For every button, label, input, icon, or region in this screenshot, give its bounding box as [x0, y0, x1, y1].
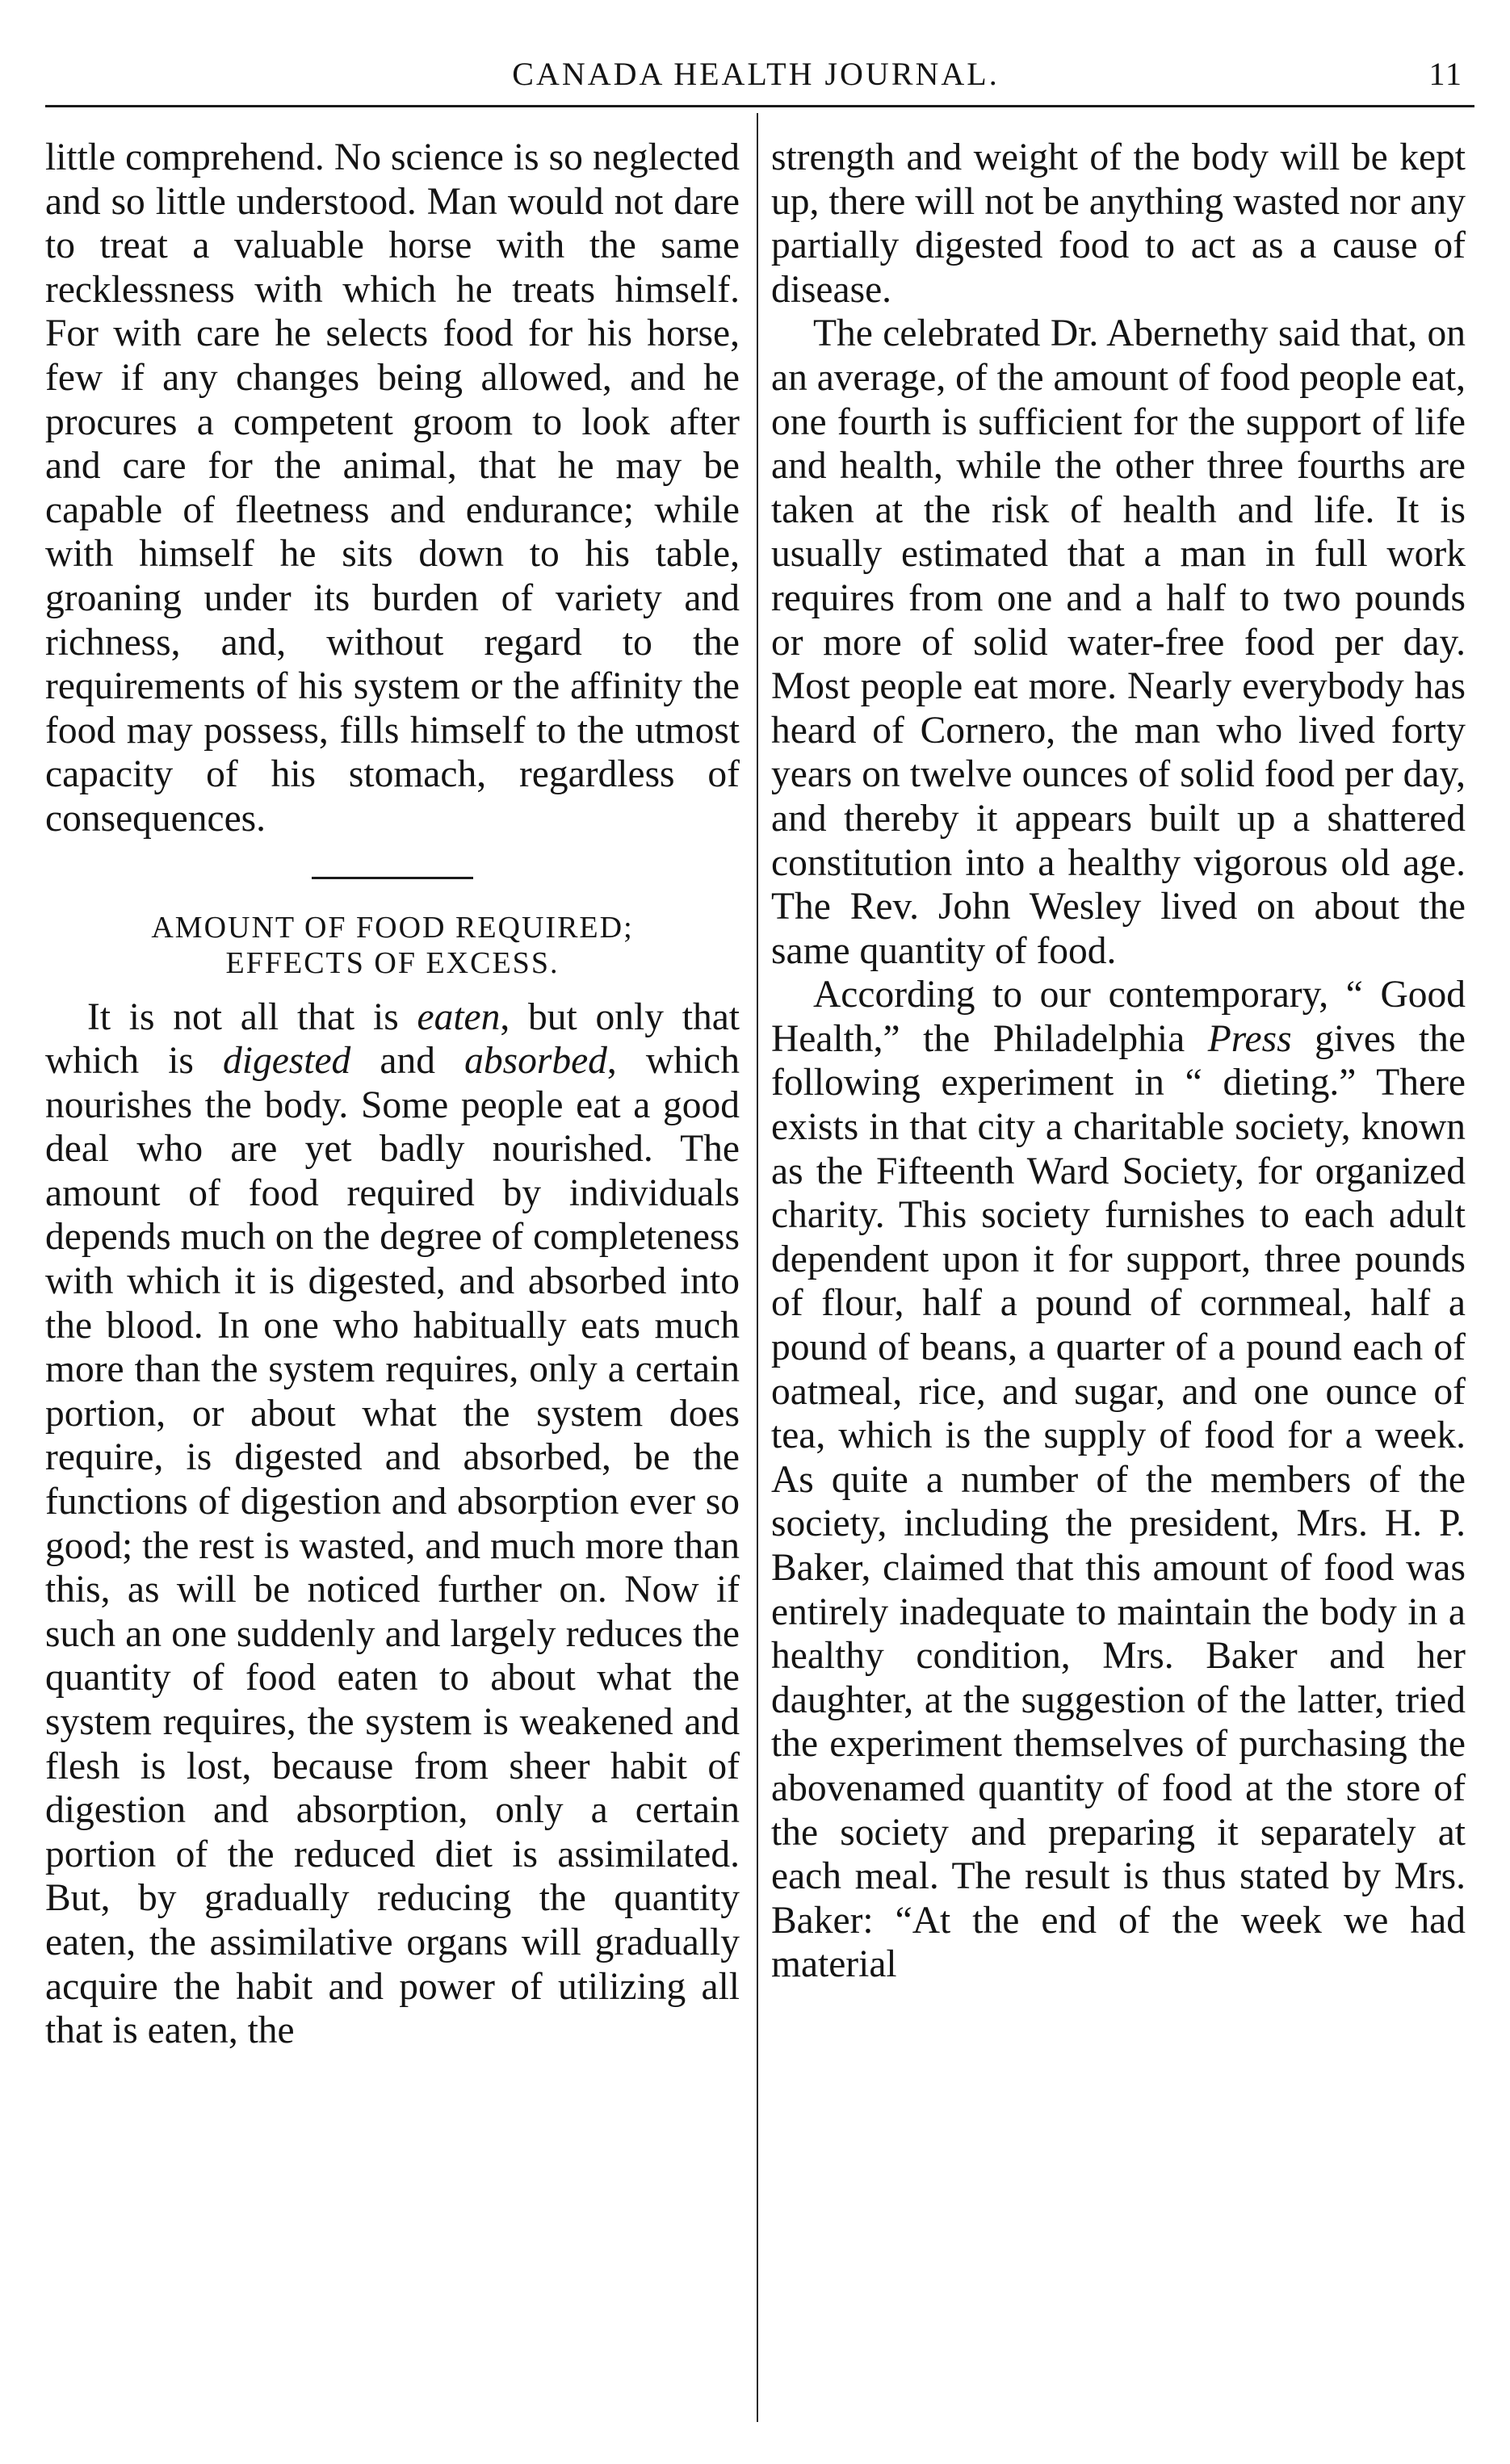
page-number: 11 — [1428, 56, 1463, 92]
section-heading-line-1: AMOUNT OF FOOD REQUIRED; — [151, 910, 634, 945]
right-paragraph-2: The celebrated Dr. Abernethy said that, on an average, of the amount of food people eat, one fourth is sufficient for the support of life and health, while the other three fourths are taken at the risk of health and life. It is usually estimated that a man in full work requires from one and a half to two pounds or more of solid water-free food per day. Most people eat more. Nearly everybody has heard of Cornero, the man who lived forty years on twelve ounces of solid food per day, and thereby it appears built up a shattered constitution into a healthy vigorous old age. The Rev. John Wesley lived on about the same quantity of food. — [771, 312, 1466, 972]
right-paragraph-1: strength and weight of the body will be kept up, there will not be anything wasted nor any partially digested food to act as a cause of disease. — [771, 136, 1466, 311]
text-run: , but only that which is — [45, 995, 740, 1083]
emphasis-digested: digested — [223, 1040, 351, 1083]
header-rule — [45, 105, 1474, 107]
left-column — [45, 136, 740, 2053]
emphasis-press: Press — [1207, 1017, 1292, 1060]
text-run: , which nourishes the body. Some people eat a good deal who are yet badly nourished. The amount of food required by individuals depends much on the degree of completeness with which it is digested, and absorbed into the blood. In one who habitually eats much more than the system requires, only a certain portion, or about what the system does require, is digested and absorbed, be the functions of digestion and absorption ever so good; the rest is wasted, and much more than this, as will be noticed further on. Now if such an one suddenly and largely reduces the quantity of food eaten to about what the system requires, the system is weakened and flesh is lost, because from sheer habit of digestion and absorption, only a certain portion of the reduced diet is assimilated. But, by gradually reducing the quantity eaten, the assimilative organs will gradually acquire the habit and power of utilizing all that is eaten, the — [45, 1040, 740, 2052]
running-head — [45, 50, 1466, 98]
section-heading-line-2: EFFECTS OF EXCESS. — [225, 945, 560, 980]
text-run: and — [350, 1040, 465, 1083]
emphasis-absorbed: absorbed — [464, 1040, 607, 1083]
section-separator-rule — [312, 877, 473, 879]
section-heading — [45, 910, 740, 981]
left-paragraph-2 — [45, 995, 740, 2053]
column-divider — [757, 113, 758, 2422]
text-run: It is not all that is — [87, 995, 417, 1038]
right-column — [771, 136, 1466, 1987]
text-run: According to our contemporary, “ Good Health,” the Philadelphia — [771, 974, 1466, 1060]
journal-title: CANADA HEALTH JOURNAL. — [512, 56, 1000, 92]
left-paragraph-1: little comprehend. No science is so neglected and so little understood. Man would not dare to treat a valuable horse with the same recklessness with which he treats himself. For with care he selects food for his horse, few if any changes being allowed, and he procures a competent groom to look after and care for the animal, that he may be capable of fleetness and endurance; while with himself he sits down to his table, groaning under its burden of variety and richness, and, without regard to the requirements of his system or the affinity the food may possess, fills himself to the utmost capacity of his stomach, regardless of consequences. — [45, 136, 740, 840]
text-run: gives the following experiment in “ dieting.” There exists in that city a charitable society, known as the Fifteenth Ward Society, for organized charity. This society furnishes to each adult dependent upon it for support, three pounds of flour, half a pound of cornmeal, half a pound of beans, a quarter of a pound each of oatmeal, rice, and sugar, and one ounce of tea, which is the supply of food for a week. As quite a number of the members of the society, including the president, Mrs. H. P. Baker, claimed that this amount of food was entirely inadequate to maintain the body in a healthy condition, Mrs. Baker and her daughter, at the suggestion of the latter, tried the experiment themselves of purchasing the abovenamed quantity of food at the store of the society and preparing it separately at each meal. The result is thus stated by Mrs. Baker: “At the end of the week we had material — [771, 1017, 1466, 1986]
emphasis-eaten: eaten — [417, 995, 501, 1038]
right-paragraph-3 — [771, 973, 1466, 1987]
